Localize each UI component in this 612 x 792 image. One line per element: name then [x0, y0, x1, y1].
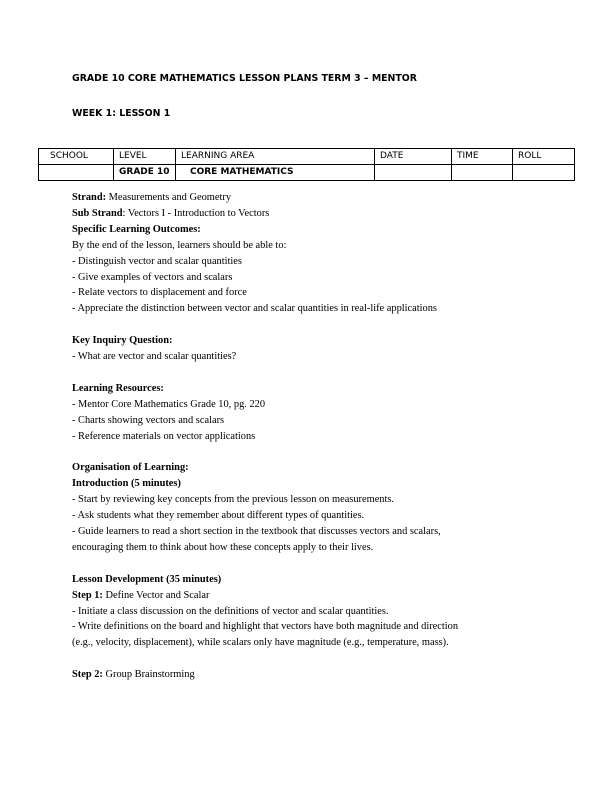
header-cell-learning-area: LEARNING AREA [176, 149, 375, 165]
step2-value: Group Brainstorming [102, 669, 195, 681]
step2-line [72, 667, 542, 683]
step1-label: Step 1: [72, 589, 103, 601]
outcomes-intro: By the end of the lesson, learners should be able to: [72, 239, 287, 251]
header-cell-roll: ROLL [513, 149, 575, 165]
list-item: - Start by reviewing key concepts from the previous lesson on measurements. [72, 494, 395, 506]
step1-value: Define Vector and Scalar [102, 589, 210, 601]
value-cell-roll [513, 165, 575, 181]
organisation-heading: Organisation of Learning: [72, 462, 189, 474]
header-cell-school: SCHOOL [39, 149, 114, 165]
document-title: GRADE 10 CORE MATHEMATICS LESSON PLANS TERM 3 – MENTOR [72, 73, 417, 84]
value-cell-level: GRADE 10 [114, 165, 176, 181]
lesson-info-table [38, 148, 575, 181]
strand-line [72, 190, 542, 206]
resources-heading: Learning Resources: [72, 382, 164, 394]
list-item: - Guide learners to read a short section in the textbook that discusses vectors and scalars, [72, 525, 441, 537]
week-lesson-heading: WEEK 1: LESSON 1 [72, 108, 171, 119]
list-item: - Give examples of vectors and scalars [72, 271, 233, 283]
list-item: encouraging them to think about how these concepts apply to their lives. [72, 541, 374, 553]
list-item: - Reference materials on vector applications [72, 430, 256, 442]
outcomes-heading: Specific Learning Outcomes: [72, 223, 201, 235]
value-cell-date [375, 165, 452, 181]
header-cell-date: DATE [375, 149, 452, 165]
table-header-row [39, 149, 575, 165]
list-item: (e.g., velocity, displacement), while scalars only have magnitude (e.g., temperature, mass). [72, 637, 449, 649]
list-item: - Charts showing vectors and scalars [72, 414, 225, 426]
value-cell-school [39, 165, 114, 181]
header-cell-time: TIME [452, 149, 513, 165]
list-item: - Mentor Core Mathematics Grade 10, pg. 220 [72, 398, 266, 410]
list-item: - What are vector and scalar quantities? [72, 351, 237, 363]
list-item: - Write definitions on the board and highlight that vectors have both magnitude and direction [72, 621, 459, 633]
sub-strand-label: Sub Strand [72, 207, 123, 219]
list-item: - Distinguish vector and scalar quantities [72, 255, 242, 267]
list-item: - Relate vectors to displacement and force [72, 287, 247, 299]
list-item: - Appreciate the distinction between vector and scalar quantities in real-life applications [72, 303, 437, 315]
table-value-row [39, 165, 575, 181]
inquiry-heading: Key Inquiry Question: [72, 335, 173, 347]
step2-label: Step 2: [72, 669, 103, 681]
development-heading: Lesson Development (35 minutes) [72, 573, 222, 585]
strand-value: Measurements and Geometry [106, 192, 232, 203]
sub-strand-value: : Vectors I - Introduction to Vectors [122, 207, 270, 219]
lesson-body [72, 190, 542, 683]
value-cell-time [452, 165, 513, 181]
value-cell-learning-area: CORE MATHEMATICS [176, 165, 375, 181]
introduction-heading: Introduction (5 minutes) [72, 478, 181, 490]
strand-label: Strand: [72, 192, 107, 203]
step1-line [72, 588, 542, 604]
header-cell-level: LEVEL [114, 149, 176, 165]
list-item: - Initiate a class discussion on the definitions of vector and scalar quantities. [72, 605, 389, 617]
list-item: - Ask students what they remember about different types of quantities. [72, 510, 365, 522]
sub-strand-line [72, 206, 542, 222]
